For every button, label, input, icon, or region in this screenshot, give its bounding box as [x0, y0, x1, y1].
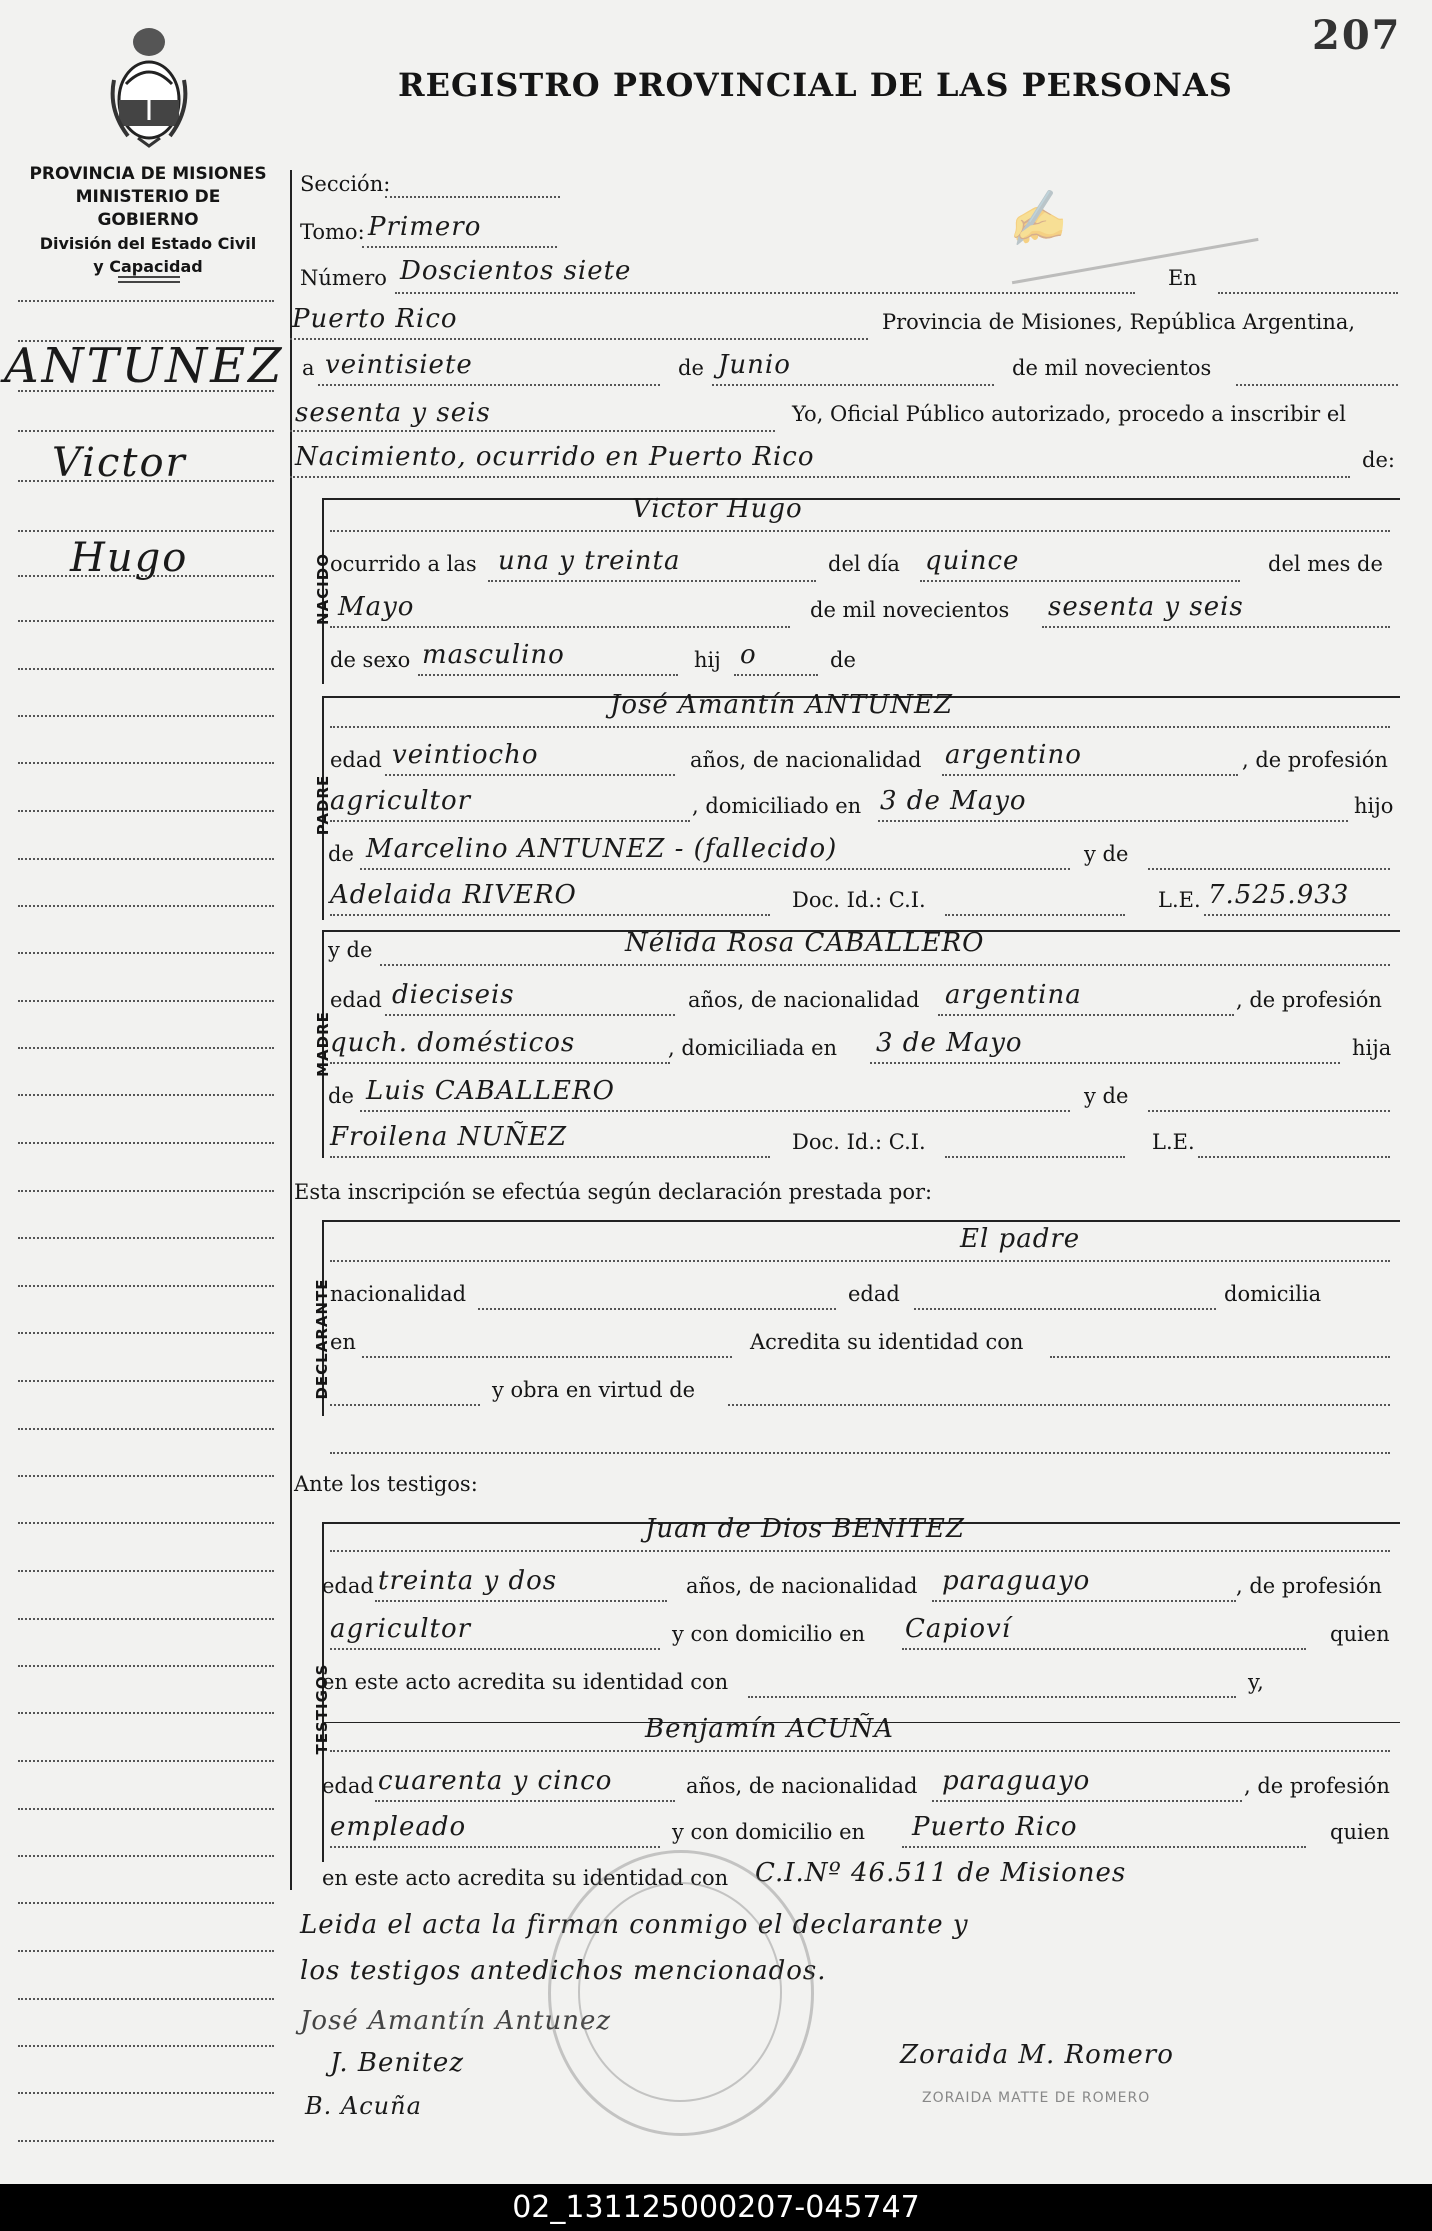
day-line [920, 580, 1240, 582]
place-value: Puerto Rico [292, 304, 458, 334]
de-colon-label: de: [1362, 448, 1395, 472]
father-edad-line [385, 774, 675, 776]
father-nac-label: años, de nacionalidad [690, 748, 922, 772]
witness2-prof-line [330, 1846, 660, 1848]
hij-label: hij [694, 648, 721, 672]
province-label: PROVINCIA DE MISIONES [29, 164, 267, 184]
hij-line [734, 674, 818, 676]
child-name-value: Victor Hugo [632, 494, 803, 524]
mother-yde-line [1148, 1110, 1390, 1112]
father-dom-line [878, 820, 1348, 822]
child-name-line [330, 530, 1390, 532]
father-edad-label: edad [330, 748, 382, 772]
padre-section-label: PADRE [314, 774, 332, 836]
father-doc-line [945, 914, 1125, 916]
mother-edad-label: edad [330, 988, 382, 1012]
father-domicile-value: 3 de Mayo [880, 786, 1027, 816]
witness2-dom-label: y con domicilio en [672, 1820, 866, 1844]
witness2-prof-label: , de profesión [1244, 1774, 1390, 1798]
witness2-dom-line [902, 1846, 1306, 1848]
header-rule [118, 276, 180, 278]
birth-month-value: Mayo [338, 592, 415, 622]
witness2-document-value: C.I.Nº 46.511 de Misiones [755, 1858, 1127, 1888]
mother-de-label: de [328, 1084, 354, 1108]
witness1-doc-line [748, 1696, 1236, 1698]
mes-label: del mes de [1268, 552, 1383, 576]
witness2-nac-label: años, de nacionalidad [686, 1774, 918, 1798]
hijo-label: hijo [1354, 794, 1394, 818]
province-text: Provincia de Misiones, República Argentina, [882, 310, 1356, 334]
mother-prof-label: , de profesión [1236, 988, 1382, 1012]
header-rule [118, 281, 180, 283]
witness1-prof-label: , de profesión [1236, 1574, 1382, 1598]
month-line [712, 384, 994, 386]
witness1-prof-line [330, 1648, 660, 1650]
margin-second-name: Hugo [70, 535, 189, 581]
witness1-age-value: treinta y dos [378, 1566, 558, 1596]
place-line [290, 338, 868, 340]
witness2-nationality-value: paraguayo [942, 1766, 1091, 1796]
hija-label: hija [1352, 1036, 1392, 1060]
witness2-signature: B. Acuña [305, 2092, 422, 2120]
margin-first-name: Victor [52, 440, 187, 486]
witness2-acto-label: en este acto acredita su identidad con [322, 1866, 729, 1890]
tomo-value: Primero [368, 212, 482, 242]
page-number: 207 [1312, 12, 1402, 59]
form-border [290, 170, 292, 1890]
mother-age-value: dieciseis [392, 980, 515, 1010]
testigos-section-label: TESTIGOS [313, 1663, 331, 1755]
father-nationality-value: argentino [945, 740, 1082, 770]
witness2-name-line [330, 1750, 1390, 1752]
witness2-nac-line [932, 1800, 1242, 1802]
nacido-border [322, 498, 1400, 500]
event-value: Nacimiento, ocurrido en Puerto Rico [295, 442, 815, 472]
nacido-section-label: NACIDO [314, 553, 332, 625]
ministry-label: MINISTERIO DE GOBIERNO [75, 187, 221, 230]
registration-month-value: Junio [718, 350, 791, 380]
father-name-line [330, 726, 1390, 728]
witness2-edad-label: edad [322, 1774, 374, 1798]
en-line [1218, 292, 1398, 294]
month-line [330, 626, 790, 628]
father-prof-line [330, 820, 690, 822]
mother-edad-line [385, 1014, 675, 1016]
witness1-dom-line [902, 1648, 1306, 1650]
registration-year-value: sesenta y seis [295, 398, 491, 428]
declarante-dom-label: domicilia [1224, 1282, 1322, 1306]
hij-value: o [740, 640, 757, 670]
numero-line [395, 292, 1135, 294]
division-label-1: División del Estado Civil [39, 234, 257, 253]
mother-parent2-line [330, 1156, 770, 1158]
declarante-nac-label: nacionalidad [330, 1282, 467, 1306]
mother-nac-line [938, 1014, 1234, 1016]
seccion-line [385, 196, 560, 198]
issuing-authority [28, 163, 268, 278]
birth-year-value: sesenta y seis [1048, 592, 1244, 622]
declarante-name-line [330, 1260, 1390, 1262]
father-parent1-line [360, 868, 1070, 870]
declarante-nac-line [478, 1308, 836, 1310]
witness2-domicile-value: Puerto Rico [912, 1812, 1078, 1842]
witness1-signature: J. Benitez [330, 2048, 465, 2078]
father-le-value: 7.525.933 [1208, 880, 1350, 910]
witness1-edad-line [375, 1600, 667, 1602]
witness2-name-value: Benjamín ACUÑA [645, 1714, 894, 1744]
witness1-name-value: Juan de Dios BENITEZ [645, 1514, 965, 1544]
declarante-intro: Esta inscripción se efectúa según declaración prestada por: [294, 1180, 933, 1204]
sexo-label: de sexo [330, 648, 411, 672]
registration-day-value: veintisiete [325, 350, 473, 380]
official-signature: Zoraida M. Romero [900, 2040, 1174, 2070]
father-prof-label: , de profesión [1242, 748, 1388, 772]
obra-line [728, 1404, 1390, 1406]
declarante-border [322, 1220, 1400, 1222]
seccion-label: Sección: [300, 172, 391, 196]
de-label: de [678, 356, 704, 380]
witness1-nationality-value: paraguayo [942, 1566, 1091, 1596]
event-line [290, 476, 1350, 478]
father-nac-line [942, 774, 1238, 776]
witness1-dom-label: y con domicilio en [672, 1622, 866, 1646]
mother-nac-label: años, de nacionalidad [688, 988, 920, 1012]
coat-of-arms-icon [108, 20, 190, 150]
mother-dom-line [870, 1062, 1340, 1064]
mother-le-label: L.E. [1152, 1130, 1195, 1154]
witness1-y-label: y, [1248, 1670, 1264, 1694]
paternal-grandfather-value: Marcelino ANTUNEZ - (fallecido) [366, 834, 838, 864]
witness2-edad-line [375, 1800, 675, 1802]
acredita-label: Acredita su identidad con [750, 1330, 1024, 1354]
witness1-domicile-value: Capioví [905, 1614, 1012, 1644]
father-profession-value: agricultor [330, 786, 472, 816]
year-prefix: de mil novecientos [1012, 356, 1212, 380]
declarante-signature: José Amantín Antunez [300, 2006, 612, 2036]
official-printed-name: ZORAIDA MATTE DE ROMERO [922, 2090, 1151, 2106]
mother-parent1-line [360, 1110, 1070, 1112]
footer-id-bar: 02_131125000207-045747 [0, 2184, 1432, 2231]
witness1-edad-label: edad [322, 1574, 374, 1598]
father-age-value: veintiocho [392, 740, 539, 770]
declarante-name-value: El padre [960, 1224, 1081, 1254]
paternal-grandmother-value: Adelaida RIVERO [330, 880, 577, 910]
witness1-profession-value: agricultor [330, 1614, 472, 1644]
witness2-profession-value: empleado [330, 1812, 467, 1842]
maternal-grandfather-value: Luis CABALLERO [366, 1076, 615, 1106]
mother-doc-line [945, 1156, 1125, 1158]
acredita-line [1050, 1356, 1390, 1358]
mother-doc-label: Doc. Id.: C.I. [792, 1130, 926, 1154]
mother-y-de-label-2: y de [1084, 1084, 1129, 1108]
hour-label: ocurrido a las [330, 552, 477, 576]
obra-line-left [330, 1404, 480, 1406]
mother-name-line [380, 964, 1390, 966]
declarante-section-label: DECLARANTE [313, 1278, 331, 1400]
father-parent2-line [330, 914, 770, 916]
day-line [318, 384, 660, 386]
mother-name-value: Nélida Rosa CABALLERO [625, 928, 985, 958]
tomo-line [362, 246, 557, 248]
margin-surname: ANTUNEZ [4, 338, 285, 394]
official-stamp-signature: ✍ [999, 185, 1072, 253]
mother-domicile-value: 3 de Mayo [876, 1028, 1023, 1058]
witness2-quien-label: quien [1330, 1820, 1390, 1844]
tomo-label: Tomo: [300, 220, 365, 244]
numero-value: Doscientos siete [400, 256, 632, 286]
mother-prof-line [330, 1062, 670, 1064]
witness1-nac-line [932, 1600, 1236, 1602]
declarante-en-label: en [330, 1330, 356, 1354]
madre-section-label: MADRE [314, 1011, 332, 1077]
maternal-grandmother-value: Froilena NUÑEZ [330, 1122, 568, 1152]
birth-year-line [1042, 626, 1390, 628]
witness1-quien-label: quien [1330, 1622, 1390, 1646]
birth-year-label: de mil novecientos [810, 598, 1010, 622]
en-label: En [1168, 266, 1197, 290]
official-text: Yo, Oficial Público autorizado, procedo a inscribir el [792, 402, 1346, 426]
declarante-en-line [362, 1356, 732, 1358]
dia-label: del día [828, 552, 900, 576]
de-label: de [830, 648, 856, 672]
numero-label: Número [300, 266, 387, 290]
mother-profession-value: quch. domésticos [330, 1028, 576, 1058]
a-label: a [302, 356, 315, 380]
document-title: REGISTRO PROVINCIAL DE LAS PERSONAS [398, 66, 1233, 104]
declarante-edad-line [914, 1308, 1216, 1310]
year-value-line [290, 430, 775, 432]
year-line [1236, 384, 1398, 386]
sexo-value: masculino [422, 640, 565, 670]
declarante-extra-line [330, 1452, 1390, 1454]
father-de-label: de [328, 842, 354, 866]
birth-hour-value: una y treinta [498, 546, 681, 576]
mother-nationality-value: argentina [945, 980, 1082, 1010]
witness2-age-value: cuarenta y cinco [378, 1766, 613, 1796]
official-seal-inner [578, 1882, 782, 2102]
division-label-2: y Capacidad [93, 257, 203, 276]
witness1-nac-label: años, de nacionalidad [686, 1574, 918, 1598]
mother-y-de-label: y de [328, 938, 373, 962]
birth-day-value: quince [925, 546, 1020, 576]
mother-dom-label: , domiciliada en [668, 1036, 838, 1060]
father-doc-label: Doc. Id.: C.I. [792, 888, 926, 912]
testigos-intro: Ante los testigos: [294, 1472, 478, 1496]
sexo-line [418, 674, 678, 676]
father-le-label: L.E. [1158, 888, 1201, 912]
closing-line-2: los testigos antedichos mencionados. [300, 1956, 827, 1986]
witness1-name-line [330, 1550, 1390, 1552]
mother-le-line [1198, 1156, 1390, 1158]
father-yde-line [1148, 868, 1390, 870]
father-dom-label: , domiciliado en [692, 794, 862, 818]
father-y-de-label: y de [1084, 842, 1129, 866]
father-name-value: José Amantín ANTUNEZ [610, 690, 954, 720]
father-le-line [1204, 914, 1390, 916]
closing-line-1: Leida el acta la firman conmigo el declarante y [300, 1910, 969, 1940]
obra-label: y obra en virtud de [492, 1378, 696, 1402]
witness1-acto-label: en este acto acredita su identidad con [322, 1670, 729, 1694]
declarante-edad-label: edad [848, 1282, 900, 1306]
hour-line [488, 580, 816, 582]
